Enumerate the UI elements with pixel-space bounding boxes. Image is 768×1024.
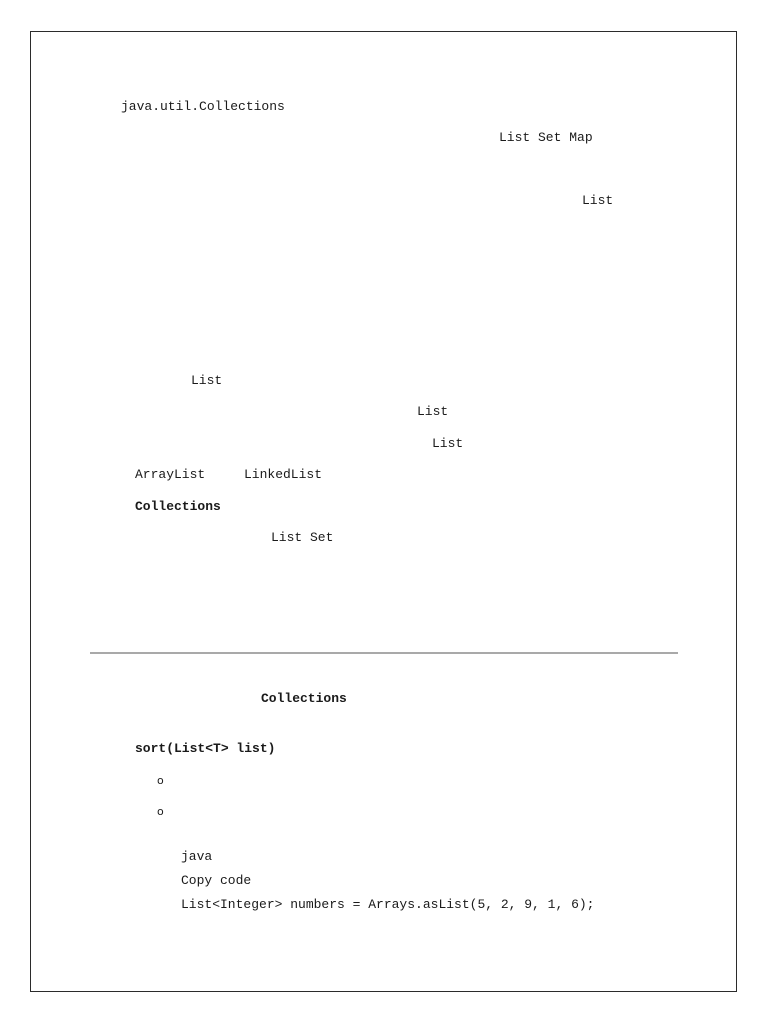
bullet-item: o (157, 805, 164, 818)
linkedlist-label: LinkedList (244, 467, 323, 482)
code-line: List<Integer> numbers = Arrays.asList(5, 2, 9, 1, 6); (181, 897, 595, 912)
arraylist-label: ArrayList (135, 467, 206, 482)
bullet-item: o (157, 774, 164, 787)
list-reference: List (191, 373, 223, 388)
copy-code-button[interactable]: Copy code (181, 873, 252, 888)
list-set-label: List Set (271, 530, 334, 545)
collection-types: List Set Map (499, 130, 593, 145)
list-reference: List (432, 436, 464, 451)
code-language-label: java (181, 849, 213, 864)
package-name: java.util.Collections (121, 99, 285, 114)
list-reference: List (417, 404, 449, 419)
section-divider (90, 652, 678, 654)
list-reference: List (582, 193, 614, 208)
section-title: Collections (261, 691, 347, 706)
sort-method-heading: sort(List<T> list) (135, 741, 276, 756)
collections-heading: Collections (135, 499, 221, 514)
